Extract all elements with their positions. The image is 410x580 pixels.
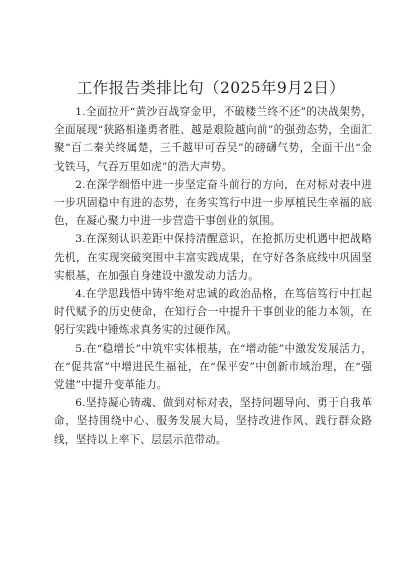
document-body — [54, 103, 372, 449]
paragraph-5: 5.在“稳增长”中筑牢实体根基，在“增动能”中激发发展活力，在“促共富”中增进民生福祉，在“保平安”中创新市域治理，在“强党建”中提升变革能力。 — [54, 342, 372, 392]
paragraph-2: 2.在深学细悟中进一步坚定奋斗前行的方向，在对标对表中进一步巩固稳中有进的态势，在务实笃行中进一步厚植民生幸福的底色，在凝心聚力中进一步营造干事创业的氛围。 — [54, 178, 372, 228]
paragraph-3: 3.在深刻认识差距中保持清醒意识，在抢抓历史机遇中把战略先机，在实现突破突围中丰富实践成果，在守好各条底线中巩固坚实根基，在加强自身建设中激发动力活力。 — [54, 233, 372, 282]
paragraph-6: 6.坚持凝心铸魂、做到对标对表，坚持问题导向、勇于自我革命，坚持围绕中心、服务发展大局，坚持改进作风、践行群众路线，坚持以上率下、层层示范带动。 — [54, 397, 372, 446]
document-title: 工作报告类排比句（2025年9月2日） — [76, 79, 346, 97]
paragraph-4: 4.在学思践悟中铸牢绝对忠诚的政治品格，在笃信笃行中扛起时代赋予的历史使命，在知行合一中提升干事创业的能力本领，在躬行实践中锤炼求真务实的过硬作风。 — [54, 288, 372, 337]
paragraph-1: 1.全面拉开“黄沙百战穿金甲，不破楼兰终不还”的决战架势，全面展现“狭路相逢勇者胜、越是艰险越向前”的强劲态势，全面汇聚“百二秦关终属楚，三千越甲可吞吴”的磅礴气势，全面干出“金戈铁马，气吞万里如虎”的浩大声势。 — [54, 106, 372, 173]
